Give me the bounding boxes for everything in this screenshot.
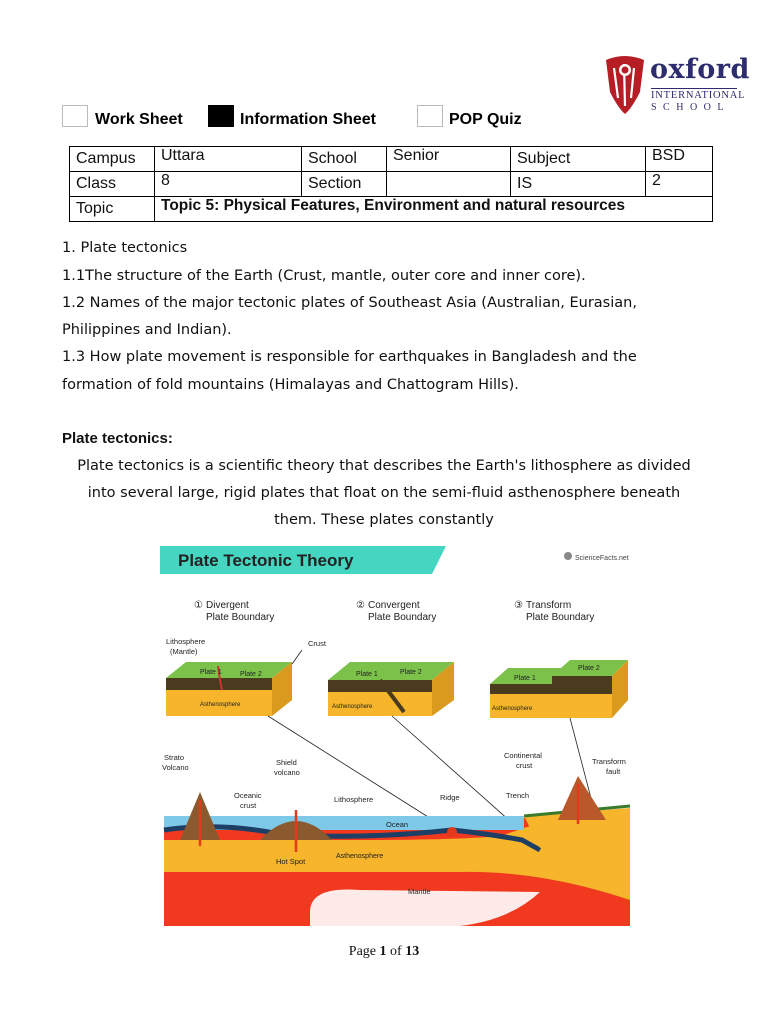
school-label: School	[302, 147, 387, 172]
worksheet-checkbox[interactable]	[62, 105, 88, 127]
page-word: Page	[348, 944, 377, 959]
campus-label: Campus	[70, 147, 155, 172]
asthenosphere-label: Asthenosphere	[336, 853, 384, 860]
of-word: of	[390, 944, 402, 959]
school-value: Senior	[387, 147, 511, 172]
figure-brand: ScienceFacts.net	[575, 555, 629, 562]
paragraph-line: Plate tectonics is a scientific theory that describes the Earth's lithosphere as divided	[77, 458, 691, 474]
asthenosphere-label: Asthenosphere	[200, 702, 241, 708]
info-table	[69, 146, 713, 222]
trench-label: Trench	[506, 791, 530, 800]
page-footer	[0, 944, 768, 960]
boundary-subtitle: Plate Boundary	[206, 612, 275, 623]
asthenosphere-label: Asthenosphere	[492, 706, 533, 712]
outline-item: 1.3 How plate movement is responsible for earthquakes in Bangladesh and the	[62, 349, 637, 365]
topic-label: Topic	[70, 197, 155, 222]
boundary-title: Convergent	[368, 600, 420, 611]
ridge-label: Ridge	[440, 793, 460, 802]
table-row	[70, 197, 713, 222]
section-value	[387, 172, 511, 197]
boundary-subtitle: Plate Boundary	[526, 612, 595, 623]
hot-spot-label: Hot Spot	[276, 857, 306, 866]
plate2-label: Plate 2	[240, 671, 262, 678]
subject-value: BSD	[646, 147, 713, 172]
section-label: Section	[302, 172, 387, 197]
outline-item: 1.1The structure of the Earth (Crust, mantle, outer core and inner core).	[62, 268, 586, 284]
strato-label: Strato	[164, 753, 185, 762]
outline-item: formation of fold mountains (Himalayas and Chattogram Hills).	[62, 377, 519, 393]
logo-wordmark: oxford	[650, 54, 750, 85]
paragraph-line: into several large, rigid plates that float on the semi-fluid asthenosphere beneath	[87, 485, 681, 501]
mantle-label: Mantle	[408, 887, 431, 896]
boundary-subtitle: Plate Boundary	[368, 612, 437, 623]
boundary-num: ②	[356, 600, 365, 611]
ocean-label: Ocean	[386, 820, 409, 829]
information-sheet-checkbox[interactable]	[208, 105, 234, 127]
crust-sublabel: crust	[240, 801, 257, 810]
brand-icon	[564, 552, 572, 560]
lithosphere-label: Lithosphere	[166, 637, 206, 646]
table-row	[70, 172, 713, 197]
pop-quiz-label: POP Quiz	[449, 111, 522, 128]
is-label: IS	[511, 172, 646, 197]
outline-item: Philippines and Indian).	[62, 322, 232, 338]
campus-value: Uttara	[155, 147, 302, 172]
figure-title: Plate Tectonic Theory	[178, 551, 354, 570]
class-value: 8	[155, 172, 302, 197]
page-total: 13	[405, 944, 420, 959]
oceanic-label: Oceanic	[234, 791, 262, 800]
page-number: 1	[379, 944, 387, 959]
section-heading: Plate tectonics:	[62, 430, 173, 447]
plate1-label: Plate 1	[514, 675, 536, 682]
is-value: 2	[646, 172, 713, 197]
outline-item: 1. Plate tectonics	[62, 240, 188, 256]
plate1-label: Plate 1	[200, 669, 222, 676]
pop-quiz-checkbox[interactable]	[417, 105, 443, 127]
school-logo	[604, 54, 750, 116]
class-label: Class	[70, 172, 155, 197]
mantle-sublabel: (Mantle)	[170, 647, 198, 656]
plate-tectonic-diagram	[160, 540, 636, 926]
boundary-title: Divergent	[206, 600, 249, 611]
logo-subtitle-school: SCHOOL	[651, 102, 731, 113]
volcano-sublabel: volcano	[274, 768, 300, 777]
continental-label: Continental	[504, 751, 542, 760]
boundary-num: ①	[194, 600, 203, 611]
crest-icon	[604, 54, 646, 116]
worksheet-label: Work Sheet	[95, 111, 183, 128]
plate2-label: Plate 2	[578, 665, 600, 672]
information-sheet-label: Information Sheet	[240, 111, 377, 128]
fault-sublabel: fault	[606, 767, 621, 776]
table-row	[70, 147, 713, 172]
shield-label: Shield	[276, 758, 297, 767]
boundary-title: Transform	[526, 600, 572, 611]
topic-value: Topic 5: Physical Features, Environment and natural resources	[155, 197, 713, 222]
crust-sublabel: crust	[516, 761, 533, 770]
plate1-label: Plate 1	[356, 671, 378, 678]
outline-item: 1.2 Names of the major tectonic plates of Southeast Asia (Australian, Eurasian,	[62, 295, 637, 311]
paragraph-line: them. These plates constantly	[274, 512, 494, 528]
boundary-num: ③	[514, 600, 523, 611]
volcano-sublabel: Volcano	[162, 763, 189, 772]
lithosphere-label: Lithosphere	[334, 795, 374, 804]
asthenosphere-label: Asthenosphere	[332, 704, 373, 710]
logo-subtitle: INTERNATIONAL	[651, 90, 746, 101]
subject-label: Subject	[511, 147, 646, 172]
plate2-label: Plate 2	[400, 669, 422, 676]
transform-label: Transform	[592, 757, 626, 766]
crust-label: Crust	[308, 639, 326, 648]
